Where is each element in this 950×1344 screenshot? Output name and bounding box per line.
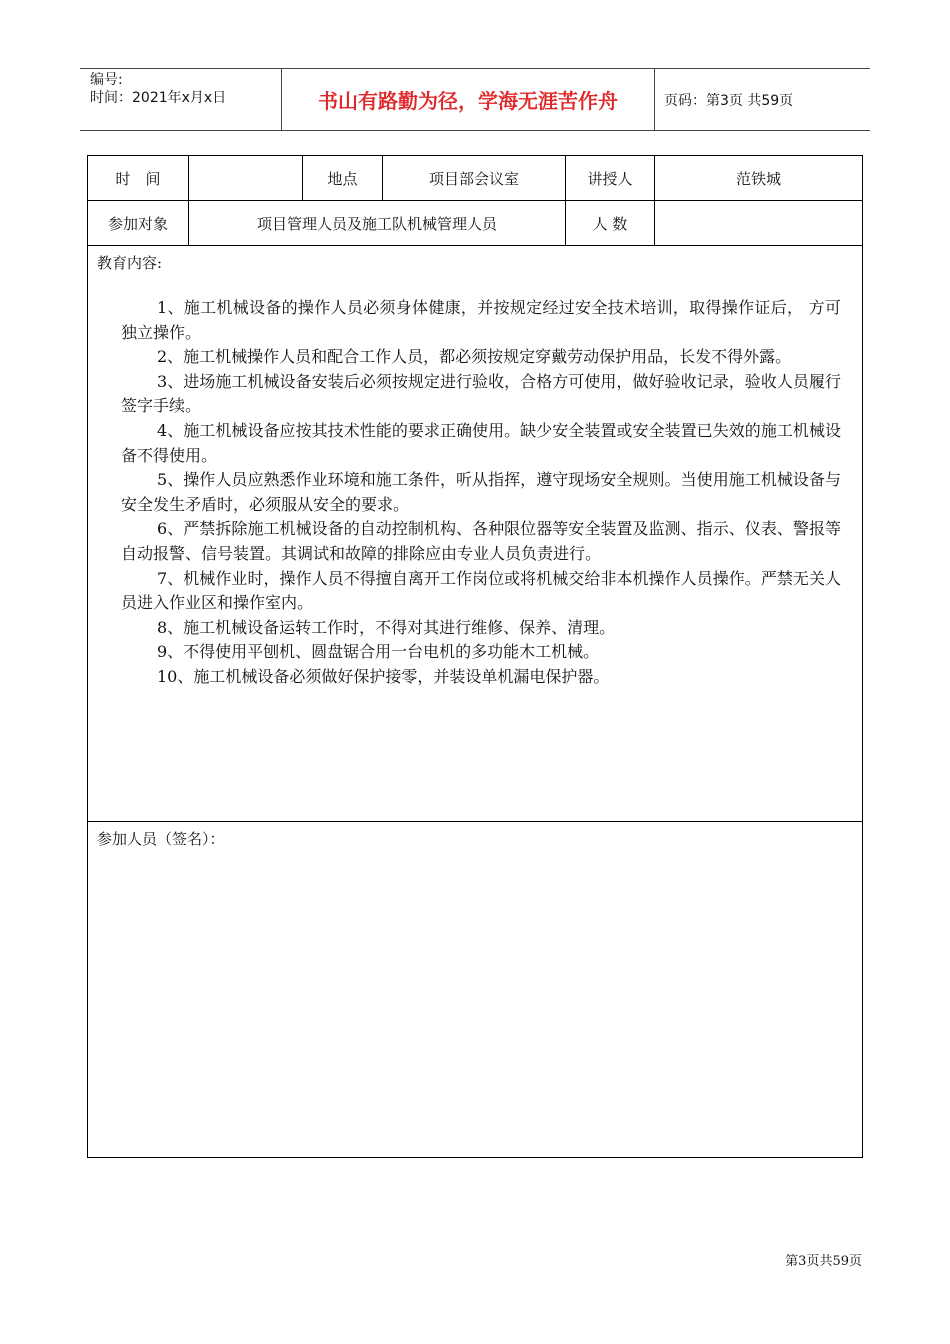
header-motto: 书山有路勤为径，学海无涯苦作舟 (282, 69, 655, 130)
education-items-list (121, 296, 841, 690)
document-number-label: 编号: (90, 72, 123, 88)
form-row-time-place (88, 156, 862, 201)
place-label: 地点 (303, 156, 383, 200)
content-label: 教育内容: (97, 254, 163, 272)
safety-education-form (87, 155, 863, 1158)
lecturer-value: 范铁城 (735, 169, 781, 188)
education-item: 1、施工机械设备的操作人员必须身体健康，并按规定经过安全技术培训，取得操作证后， 方可独立操作。 (121, 298, 841, 342)
education-item: 7、机械作业时，操作人员不得擅自离开工作岗位或将机械交给非本机操作人员操作。严禁无关人员进入作业区和操作室内。 (121, 568, 841, 613)
time-value (189, 156, 303, 200)
document-date-label: 时间：2021年x月x日 (90, 90, 227, 106)
signature-section (88, 822, 862, 1157)
education-item: 5、操作人员应熟悉作业环境和施工条件，听从指挥，遵守现场安全规则。当使用施工机械设备与安全发生矛盾时，必须服从安全的要求。 (121, 470, 841, 514)
education-item: 4、施工机械设备应按其技术性能的要求正确使用。缺少安全装置或安全装置已失效的施工机械设备不得使用。 (121, 420, 841, 465)
header-page-label: 页码：第3页 共59页 (664, 92, 794, 109)
education-item: 3、进场施工机械设备安装后必须按规定进行验收，合格方可使用，做好验收记录，验收人员履行签字手续。 (121, 371, 841, 416)
education-item: 6、严禁拆除施工机械设备的自动控制机构、各种限位器等安全装置及监测、指示、仪表、警报等自动报警、信号装置。其调试和故障的排除应由专业人员负责进行。 (121, 519, 841, 563)
time-label: 时 间 (88, 156, 189, 200)
lecturer-label: 讲授人 (566, 156, 655, 200)
education-item: 9、不得使用平刨机、圆盘锯合用一台电机的多功能木工机械。 (157, 642, 600, 662)
participants-label: 参加对象 (88, 201, 189, 245)
header-meta (80, 69, 282, 130)
page-header (80, 68, 870, 131)
education-item: 8、施工机械设备运转工作时，不得对其进行维修、保养、清理。 (157, 617, 616, 637)
form-row-participants (88, 201, 862, 246)
signature-label: 参加人员（签名）： (97, 830, 225, 848)
education-item: 2、施工机械操作人员和配合工作人员，都必须按规定穿戴劳动保护用品，长发不得外露。 (157, 347, 792, 367)
education-content-section (88, 246, 862, 822)
count-value (655, 201, 862, 245)
participants-value: 项目管理人员及施工队机械管理人员 (189, 201, 566, 245)
education-item: 10、施工机械设备必须做好保护接零，并装设单机漏电保护器。 (157, 666, 610, 686)
place-value: 项目部会议室 (383, 156, 566, 200)
footer-page-number: 第3页共59页 (785, 1254, 862, 1269)
count-label: 人 数 (566, 201, 655, 245)
